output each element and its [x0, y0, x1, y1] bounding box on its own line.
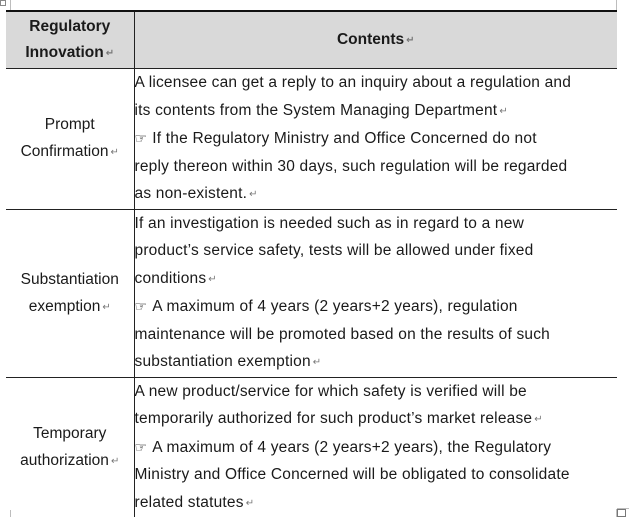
paragraph-mark: ↵	[499, 105, 508, 117]
object-anchor-icon	[0, 0, 6, 6]
row-label-line: Prompt	[44, 116, 95, 134]
content-line: temporarily authorized for such product’s market release	[134, 410, 533, 427]
row-label-line: exemption	[28, 297, 101, 315]
paragraph-mark: ↵	[312, 357, 322, 368]
pointing-hand-icon: ☞	[134, 298, 148, 314]
paragraph-mark: ↵	[110, 147, 119, 159]
content-line: substantiation exemption	[134, 353, 311, 370]
row-label-cell	[6, 69, 134, 210]
header-contents	[134, 11, 617, 69]
paragraph-mark: ↵	[406, 34, 415, 46]
row-content-cell	[134, 377, 617, 517]
row-label-cell	[6, 209, 134, 377]
row-label-line: Confirmation	[20, 143, 109, 161]
content-line: product’s service safety, tests will be allowed under fixed	[134, 242, 534, 259]
header-line: Regulatory	[29, 17, 111, 35]
paragraph-mark: ↵	[102, 301, 111, 313]
table-row-temporary-authorization	[6, 377, 617, 517]
header-line: Innovation	[25, 43, 104, 61]
table-header-row	[6, 11, 617, 69]
content-line: reply thereon within 30 days, such regulation will be regarded	[134, 157, 568, 175]
content-line: Ministry and Office Concerned will be obligated to consolidate	[134, 466, 570, 483]
content-line: A maximum of 4 years (2 years+2 years), regulation	[152, 298, 518, 315]
content-line: its contents from the System Managing Department	[134, 101, 498, 119]
header-regulatory-innovation	[6, 11, 134, 69]
paragraph-mark: ↵	[208, 273, 217, 285]
margin-corner-mark	[10, 0, 11, 10]
content-line: A new product/service for which safety is verified will be	[134, 382, 527, 400]
paragraph-mark: ↵	[110, 455, 120, 467]
table-row-prompt-confirmation	[6, 69, 617, 210]
margin-corner-mark	[616, 0, 617, 10]
row-label-line: Substantiation	[20, 270, 119, 288]
row-label-line: Temporary	[33, 424, 107, 442]
paragraph-mark: ↵	[249, 189, 258, 200]
row-content-cell	[134, 209, 617, 377]
paragraph-mark: ↵	[245, 497, 255, 509]
paragraph-mark: ↵	[105, 47, 115, 59]
content-line: as non-existent.	[134, 185, 248, 202]
row-label-line: authorization	[20, 451, 109, 469]
pointing-hand-icon: ☞	[134, 438, 148, 455]
row-label-cell	[6, 377, 134, 517]
row-content-cell	[134, 69, 617, 210]
table-row-substantiation-exemption	[6, 209, 617, 377]
content-line: related statutes	[134, 493, 244, 511]
content-line: maintenance will be promoted based on the results of such	[134, 325, 550, 343]
paragraph-mark: ↵	[534, 414, 543, 425]
content-line: If the Regulatory Ministry and Office Concerned do not	[152, 130, 537, 147]
content-line: A maximum of 4 years (2 years+2 years), the Regulatory	[152, 438, 552, 456]
content-line: A licensee can get a reply to an inquiry about a regulation and	[134, 74, 572, 91]
regulatory-innovation-table	[6, 10, 617, 517]
header-label: Contents	[336, 30, 405, 48]
content-line: If an investigation is needed such as in regard to a new	[134, 214, 524, 232]
table-end-marker-icon	[617, 509, 626, 517]
content-line: conditions	[134, 269, 207, 287]
pointing-hand-icon: ☞	[134, 130, 148, 146]
